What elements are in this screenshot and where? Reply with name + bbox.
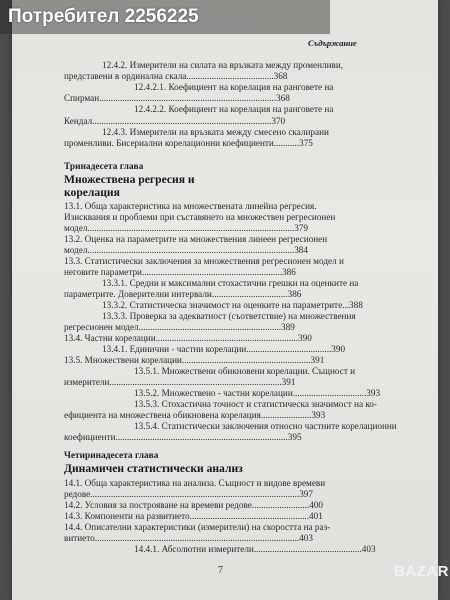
toc-line: 12.4.3. Измерители на връзката между смесено скалирани (102, 127, 329, 137)
toc-line: неговите параметри.............................................................386 (64, 267, 296, 277)
page-number: 7 (218, 565, 223, 576)
toc-line: коефициенти...........................................................................395 (64, 432, 302, 442)
chapter-14-label: Четиринадесета глава (64, 451, 159, 461)
toc-line: Кендал..............................................................................370 (64, 116, 286, 126)
toc-line: 13.5.3. Стохастична точност и статистическа значимост на ко- (134, 399, 377, 409)
toc-line: ефициента на множествена обикновена корелация......................393 (64, 410, 326, 420)
toc-line: измерители...........................................................................391 (64, 377, 296, 387)
chapter-14-title: Динамичен статистически анализ (64, 462, 243, 475)
toc-line: променливи. Бисериални корелационни коефициенти...........375 (64, 138, 313, 148)
toc-line: 13.5.4. Статистически заключения относно частните корелационни (134, 421, 397, 431)
toc-line: 13.2. Оценка на параметрите на множествения линеен регресионен (64, 234, 328, 244)
toc-line: регресионен модел..............................................................389 (64, 322, 295, 332)
bazar-logo-text: BAZAR (394, 563, 449, 580)
chapter-13-title: Множествена регресия и (64, 173, 195, 186)
running-head: Съдържание (308, 38, 357, 48)
toc-line: 12.4.2. Измерители на силата на връзката между променливи, (102, 60, 344, 70)
chapter-13-title-cont: корелация (64, 186, 120, 199)
toc-line: 13.3.2. Статистическа значимост на оценките на параметрите...388 (102, 300, 363, 310)
toc-line: 14.3. Компоненти на развитието....................................................401 (64, 511, 323, 521)
toc-line: 13.4.1. Единични - частни корелации.....................................390 (102, 344, 346, 354)
watermark-text: Потребител 2256225 (8, 6, 199, 27)
toc-line: 14.2. Условия за построяване на времеви редове.........................400 (64, 500, 324, 510)
toc-line: 13.4. Частни корелации..............................................................390 (64, 333, 312, 343)
toc-line: 13.5.1. Множествени обикновени корелации. Същност и (134, 366, 356, 376)
toc-line: модел..........................................................................................384 (64, 245, 308, 255)
toc-line: 13.3.1. Средни и максимални стохастични грешки на оценките на (102, 278, 359, 288)
toc-line: параметрите. Доверителни интервали.................................386 (64, 289, 302, 299)
user-watermark (0, 0, 330, 34)
toc-line: 14.1. Обща характеристика на анализа. Същност и видове времеви (64, 478, 326, 488)
toc-line: 12.4.2.2. Коефициент на корелация на ранговете на (134, 104, 334, 114)
toc-line: 13.1. Обща характеристика на множествената линейна регресия. (64, 201, 317, 211)
toc-line: 13.3.3. Проверка за адекватност (съответствие) на множествения (102, 311, 356, 321)
toc-line: Изисквания и проблеми при съставянето на множествен регресионен (64, 212, 336, 222)
toc-line: 13.3. Статистически заключения за множествения регресионен модел и (64, 256, 344, 266)
toc-line: 14.4.1. Абсолютни измерители...............................................403 (134, 544, 376, 554)
toc-line: Спирман.............................................................................368 (64, 93, 290, 103)
page-content (12, 0, 438, 600)
toc-line: 13.5.2. Множествено - частни корелации................................393 (134, 388, 381, 398)
toc-line: 13.5. Множествени корелации........................................................391 (64, 355, 325, 365)
toc-line: представени в ординална скала......................................368 (64, 71, 288, 81)
toc-line: 14.4. Описателни характеристики (измерители) на скоростта на раз- (64, 522, 331, 532)
toc-line: редове...........................................................................................397 (64, 489, 313, 499)
toc-line: витието.........................................................................................403 (64, 533, 313, 543)
toc-line: модел..........................................................................................379 (64, 223, 308, 233)
chapter-13-label: Тринадесета глава (64, 162, 144, 172)
toc-line: 12.4.2.1. Коефициент на корелация на ранговете на (134, 82, 334, 92)
bazar-logo (390, 555, 450, 595)
